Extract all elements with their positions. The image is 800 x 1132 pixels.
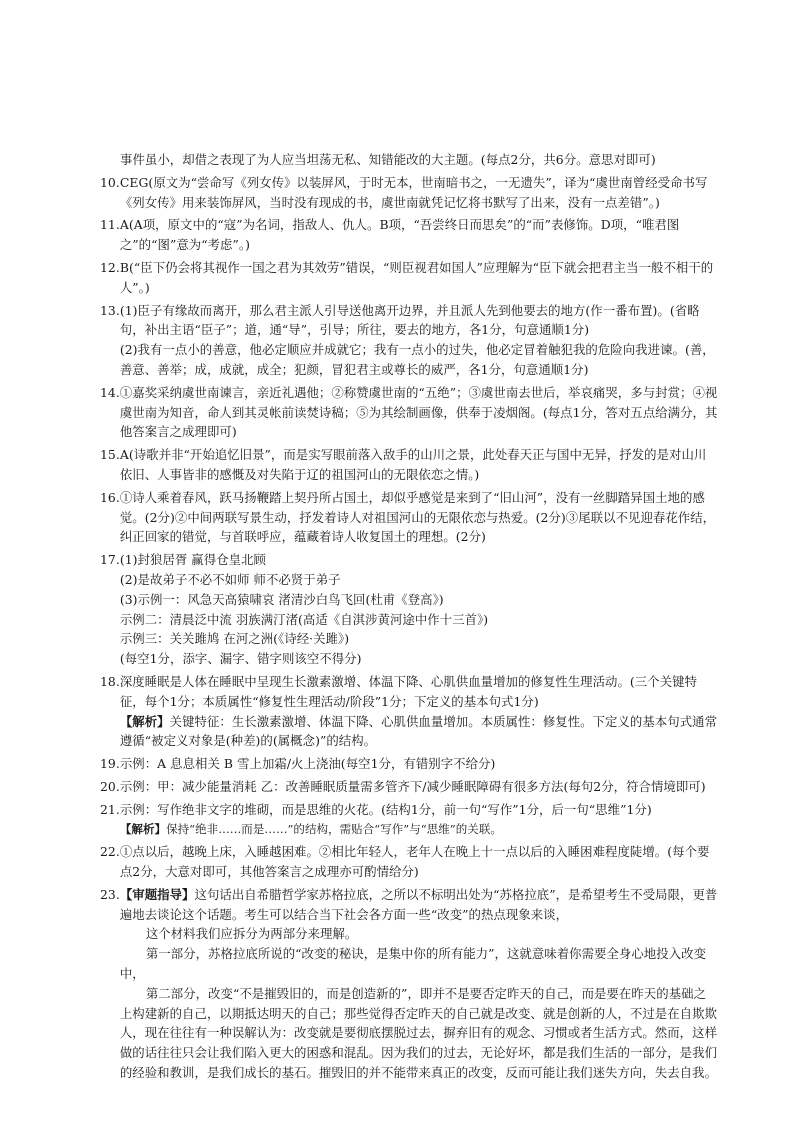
answer-body	[120, 885, 718, 1083]
answer-text: ①诗人乘着春风，跃马扬鞭踏上契丹所占国土，却似乎感觉是来到了“旧山河”，没有一丝脚踏异国土地的感觉。(2分)②中间两联写景生动，抒发着诗人对祖国河山的无限依恋与热爱。(2分)③尾联以不见迎春花作结，纠正回家的错觉，与首联呼应，蕴藏着诗人收复国土的理想。(2分)	[119, 489, 716, 545]
answer-body	[120, 800, 718, 840]
answer-number: 14.	[100, 384, 120, 400]
answer-text: ①点以后，越晚上床，入睡越困难。②相比年轻人，老年人在晚上十一点以后的入睡困难程度陡增。(每个要点2分，大意对即可，其他答案言之成理亦可酌情给分)	[119, 844, 710, 880]
answer-10	[100, 173, 718, 213]
answer-text: 示例：写作绝非文字的堆砌，而是思维的火花。(结构1分，前一句“写作”1分，后一句“思维”1分)	[119, 801, 652, 817]
answer-14	[100, 383, 718, 442]
answer-number: 15.	[100, 447, 120, 463]
answer-13	[100, 301, 718, 380]
answer-number: 20.	[100, 778, 120, 794]
answer-21	[100, 800, 718, 840]
answer-number: 11.	[100, 217, 120, 233]
answer-line: 示例三：关关雎鸠 在河之洲(《诗经·关雎》)	[119, 631, 350, 647]
answer-18	[100, 672, 718, 751]
guide-text: 这句话出自希腊哲学家苏格拉底，之所以不标明出处为“苏格拉底”，是希望考生不受局限，更普遍地去谈论这个话题。考生可以结合当下社会各方面一些“改变”的热点现象来谈，	[119, 886, 718, 922]
answer-sheet	[100, 150, 718, 1086]
answer-number: 17.	[100, 552, 120, 568]
essay-guide	[120, 885, 718, 925]
intro-line	[100, 150, 718, 170]
answer-part-1: (1)臣子有缘故而离开，那么君主派人引导送他离开边界，并且派人先到他要去的地方(作一番布置)。(省略句，补出主语“臣子”；道，通“导”，引导；所往，要去的地方，各1分，句意通顺1分)	[119, 302, 700, 338]
answer-19	[100, 754, 718, 774]
answer-text: 深度睡眠是人体在睡眠中呈现生长激素激增、体温下降、心肌供血量增加的修复性生理活动。(三个关键特征，每个1分；本质属性“修复性生理活动/阶段”1分；下定义的基本句式1分)	[119, 673, 698, 709]
answer-22	[100, 842, 718, 882]
answer-number: 13.	[100, 302, 120, 318]
essay-paragraph: 第一部分，苏格拉底所说的“改变的秘诀，是集中你的所有能力”，这就意味着你需要全身心地投入改变中，	[119, 946, 707, 982]
answer-text: A(A项，原文中的“寇”为名词，指敌人、仇人。B项，“吾尝终日而思矣”的“而”表修饰。D项，“唯君图之”的“图”意为“考虑”。)	[119, 217, 680, 253]
analysis-label: 【解析】	[119, 713, 170, 729]
answer-body	[120, 672, 718, 751]
analysis-text: 保持“绝非……而是……”的结构，需贴合“写作”与“思维”的关联。	[166, 821, 502, 836]
answer-15	[100, 445, 718, 485]
answer-line: (每空1分，添字、漏字、错字则该空不得分)	[119, 651, 362, 667]
answer-text: CEG(原文为“尝命写《列女传》以装屏风，于时无本，世南暗书之，一无遗失”，译为“虞世南曾经受命书写《列女传》用来装饰屏风，当时没有现成的书，虞世南就凭记忆将书默写了出来，没有一点差错”。)	[119, 174, 708, 210]
analysis	[120, 820, 718, 840]
answer-text: B(“臣下仍会将其视作一国之君为其效劳”错误，“则臣视君如国人”应理解为“臣下就会把君主当一般不相干的人”。)	[119, 259, 714, 295]
answer-body	[120, 301, 718, 380]
answer-number: 23.	[100, 886, 120, 902]
guide-label: 【审题指导】	[119, 886, 195, 902]
answer-17	[100, 550, 718, 669]
answer-line: (1)封狼居胥 赢得仓皇北顾	[119, 552, 266, 568]
answer-12	[100, 258, 718, 298]
answer-23	[100, 885, 718, 1083]
answer-text: 示例：甲：减少能量消耗 乙：改善睡眠质量需多管齐下/减少睡眠障碍有很多方法(每句2分，符合情境即可)	[119, 778, 706, 794]
answer-number: 22.	[100, 844, 120, 860]
answer-number: 19.	[100, 756, 120, 772]
answer-20	[100, 777, 718, 797]
answer-body	[120, 550, 718, 669]
answer-number: 12.	[100, 259, 120, 275]
analysis-label: 【解析】	[119, 821, 167, 836]
answer-text: ①嘉奖采纳虞世南谏言，亲近礼遇他；②称赞虞世南的“五绝”；③虞世南去世后，举哀痛哭，多与封赏；④视虞世南为知音，命人到其灵帐前读焚诗稿；⑤为其绘制画像，供奉于凌烟阁。(每点1分，答对五点给满分，其他答案言之成理即可)	[119, 384, 718, 440]
answer-line: 示例二：清晨泛中流 羽族满汀渚(高适《自淇涉黄河途中作十三首》)	[119, 611, 489, 627]
answer-line: (3)示例一：风急天高猿啸哀 渚清沙白鸟飞回(杜甫《登高》)	[119, 591, 444, 607]
answer-line: (2)是故弟子不必不如师 师不必贤于弟子	[119, 571, 341, 587]
essay-paragraph: 第二部分，改变“不是摧毁旧的，而是创造新的”，即并不是要否定昨天的自己，而是要在昨天的基础之上构建新的自己，以期抵达明天的自己；那些觉得否定昨天的自己就是改变、就是创新的人，不过是在自欺欺人，现在往往有一种误解认为：改变就是要彻底摆脱过去，摒弃旧有的观念、习惯或者生活方式。然而，这样做的话往往只会让我们陷入更大的困惑和混乱。因为我们的过去，无论好坏，都是我们生活的一部分，是我们的经验和教训，是我们成长的基石。摧毁旧的并不能带来真正的改变，反而可能让我们迷失方向，失去自我。	[119, 985, 718, 1081]
answer-11	[100, 215, 718, 255]
answer-number: 10.	[100, 174, 120, 190]
answer-part-2: (2)我有一点小的善意，他必定顺应并成就它；我有一点小的过失，他必定冒着触犯我的危险向我进谏。(善，善意、善举；成，成就，成全；犯颜，冒犯君主或尊长的威严，各1分，句意通顺1分)	[119, 342, 715, 377]
answer-16	[100, 488, 718, 547]
answer-number: 21.	[100, 801, 120, 817]
analysis	[120, 712, 718, 752]
answer-number: 16.	[100, 489, 120, 505]
essay-paragraph: 这个材料我们应拆分为两部分来理解。	[145, 926, 358, 942]
answer-text: 示例：A 息息相关 B 雪上加霜/火上浇油(每空1分，有错别字不给分)	[119, 756, 496, 772]
analysis-text: 关键特征：生长激素激增、体温下降、心肌供血量增加。本质属性：修复性。下定义的基本句式通常遵循“被定义对象是(种差)的(属概念)”的结构。	[119, 713, 718, 749]
answer-text: A(诗歌并非“开始追忆旧景”，而是实写眼前落入敌手的山川之景，此处春天正与国中无异，抒发的是对山川依旧、人事皆非的感慨及对失陷于辽的祖国河山的无限依恋之情。)	[119, 447, 707, 482]
intro-text: 事件虽小，却借之表现了为人应当坦荡无私、知错能改的大主题。(每点2分，共6分。意思对即可)	[120, 152, 656, 167]
answer-number: 18.	[100, 673, 120, 689]
